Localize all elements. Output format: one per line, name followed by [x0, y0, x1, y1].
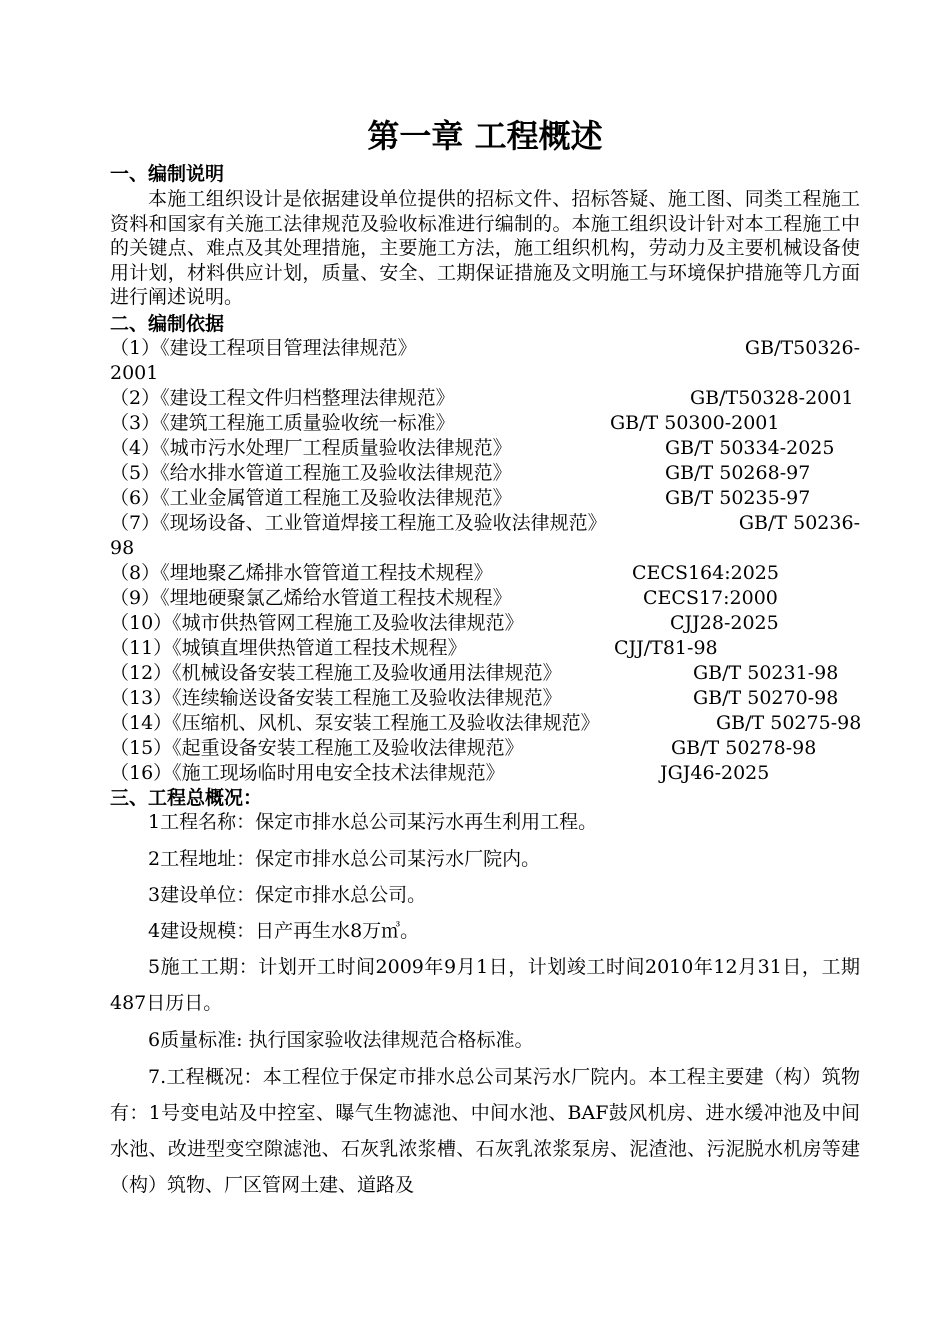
reference-code: GB/T 50334-2025 [665, 437, 835, 459]
reference-title: （6）《工业金属管道工程施工及验收法律规范》 [110, 487, 512, 509]
reference-code: GB/T 50270-98 [693, 687, 839, 709]
reference-item [110, 411, 860, 436]
reference-code: CECS17:2000 [643, 587, 778, 609]
reference-code: GB/T 50300-2001 [610, 412, 780, 434]
reference-code: GB/T 50278-98 [671, 737, 817, 759]
section-heading-compilation-notes: 一、编制说明 [110, 163, 225, 185]
reference-code: CECS164:2025 [632, 562, 779, 584]
reference-code: GB/T 50268-97 [665, 462, 811, 484]
reference-title: （4）《城市污水处理厂工程质量验收法律规范》 [110, 437, 512, 459]
reference-code: GB/T 50275-98 [716, 712, 862, 734]
reference-item [110, 761, 860, 786]
reference-item [110, 511, 860, 561]
reference-item [110, 561, 860, 586]
reference-title: （15）《起重设备安装工程施工及验收法律规范》 [110, 737, 524, 759]
reference-code: GB/T50326- [744, 337, 860, 359]
reference-title: （3）《建筑工程施工质量验收统一标准》 [110, 412, 455, 434]
reference-item [110, 461, 860, 486]
reference-item [110, 486, 860, 511]
reference-title: （16）《施工现场临时用电安全技术法律规范》 [110, 762, 505, 784]
reference-title: （9）《埋地硬聚氯乙烯给水管道工程技术规程》 [110, 587, 512, 609]
overview-item-address: 2工程地址：保定市排水总公司某污水厂院内。 [148, 848, 541, 870]
reference-item [110, 386, 860, 411]
reference-title: （10）《城市供热管网工程施工及验收法律规范》 [110, 612, 524, 634]
reference-item [110, 711, 860, 736]
section-heading-compilation-basis: 二、编制依据 [110, 313, 225, 335]
reference-title: （2）《建设工程文件归档整理法律规范》 [110, 387, 455, 409]
reference-title: （14）《压缩机、风机、泵安装工程施工及验收法律规范》 [110, 712, 600, 734]
reference-code: GB/T 50236- [738, 512, 860, 534]
reference-code: CJJ/T81-98 [614, 637, 718, 659]
reference-title: （5）《给水排水管道工程施工及验收法律规范》 [110, 462, 512, 484]
compilation-notes-paragraph: 本施工组织设计是依据建设单位提供的招标文件、招标答疑、施工图、同类工程施工资料和国家有关施工法律规范及验收标准进行编制的。本施工组织设计针对本工程施工中的关键点、难点及其处理措施，主要施工方法，施工组织机构，劳动力及主要机械设备使用计划，材料供应计划，质量、安全、工期保证措施及文明施工与环境保护措施等几方面进行阐述说明。 [110, 188, 860, 308]
reference-title: （1）《建设工程项目管理法律规范》 [110, 337, 417, 359]
reference-code: GB/T50328-2001 [690, 387, 854, 409]
reference-item [110, 686, 860, 711]
reference-item [110, 611, 860, 636]
reference-item [110, 336, 860, 386]
reference-title: （8）《埋地聚乙烯排水管管道工程技术规程》 [110, 562, 493, 584]
reference-code: GB/T 50235-97 [665, 487, 811, 509]
overview-item-quality: 6质量标准: 执行国家验收法律规范合格标准。 [148, 1029, 534, 1051]
reference-title: （13）《连续输送设备安装工程施工及验收法律规范》 [110, 687, 562, 709]
overview-item-description: 7.工程概况：本工程位于保定市排水总公司某污水厂院内。本工程主要建（构）筑物有：1号变电站及中控室、曝气生物滤池、中间水池、BAF鼓风机房、进水缓冲池及中间水池、改进型变空隙滤池、石灰乳浓浆槽、石灰乳浓浆泵房、泥渣池、污泥脱水机房等建（构）筑物、厂区管网土建、道路及 [110, 1066, 860, 1196]
reference-item [110, 586, 860, 611]
section-heading-project-overview: 三、工程总概况： [110, 787, 263, 809]
reference-code-continued: 2001 [110, 362, 159, 384]
reference-title: （12）《机械设备安装工程施工及验收通用法律规范》 [110, 662, 562, 684]
reference-title: （7）《现场设备、工业管道焊接工程施工及验收法律规范》 [110, 512, 607, 534]
reference-item [110, 661, 860, 686]
reference-code: CJJ28-2025 [670, 612, 779, 634]
overview-item-name: 1工程名称：保定市排水总公司某污水再生利用工程。 [148, 811, 598, 833]
reference-title: （11）《城镇直埋供热管道工程技术规程》 [110, 637, 467, 659]
reference-code: GB/T 50231-98 [693, 662, 839, 684]
chapter-title: 第一章 工程概述 [367, 117, 603, 155]
reference-item [110, 436, 860, 461]
overview-item-schedule: 5施工工期：计划开工时间2009年9月1日，计划竣工时间2010年12月31日，工期487日历日。 [110, 956, 860, 1014]
overview-item-scale: 4建设规模：日产再生水8万㎥。 [148, 920, 420, 942]
reference-code: JGJ46-2025 [660, 762, 770, 784]
reference-code-continued: 98 [110, 537, 135, 559]
overview-item-owner: 3建设单位：保定市排水总公司。 [148, 884, 427, 906]
reference-item [110, 636, 860, 661]
reference-item [110, 736, 860, 761]
